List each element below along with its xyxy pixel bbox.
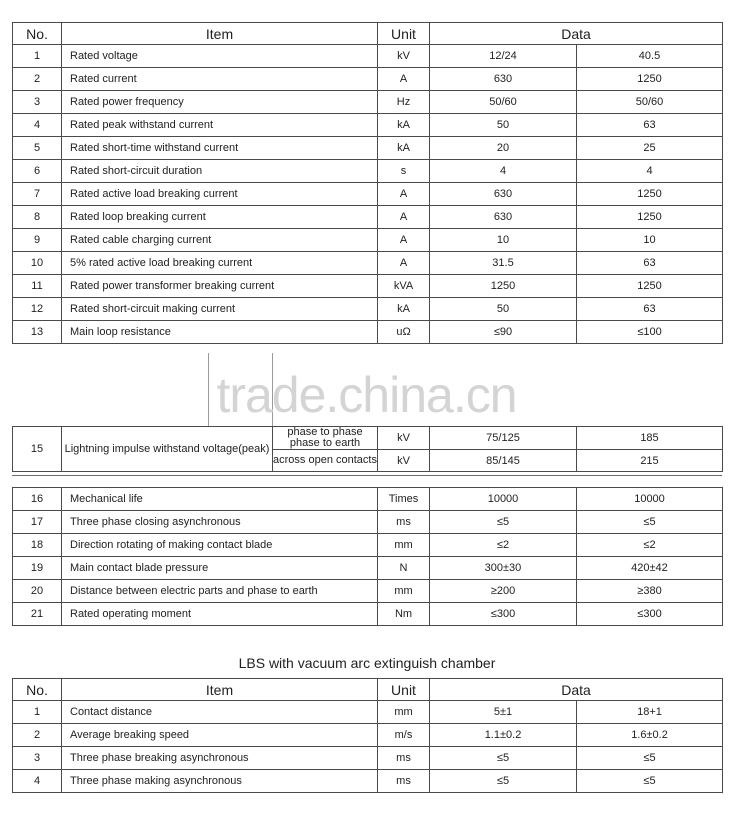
section-caption: LBS with vacuum arc extinguish chamber bbox=[238, 655, 496, 671]
cell-no: 4 bbox=[13, 114, 62, 137]
cell-no: 6 bbox=[13, 160, 62, 183]
spec-table-impulse bbox=[12, 426, 723, 472]
cell-unit: kA bbox=[378, 114, 430, 137]
cell-no: 3 bbox=[13, 91, 62, 114]
cell-data-2: 1.6±0.2 bbox=[577, 724, 723, 747]
cell-no: 19 bbox=[13, 557, 62, 580]
cell-data-1: 85/145 bbox=[430, 450, 577, 472]
cell-data-1: 10 bbox=[430, 229, 577, 252]
cell-data-2: 50/60 bbox=[577, 91, 723, 114]
cell-unit: A bbox=[378, 68, 430, 91]
cell-data-2: 1250 bbox=[577, 68, 723, 91]
cell-item: Mechanical life bbox=[62, 488, 378, 511]
cell-unit: ms bbox=[378, 511, 430, 534]
cell-data-1: 1.1±0.2 bbox=[430, 724, 577, 747]
cell-no: 18 bbox=[13, 534, 62, 557]
cell-unit: Times bbox=[378, 488, 430, 511]
cell-data-2: ≤2 bbox=[577, 534, 723, 557]
cell-data-2: 40.5 bbox=[577, 45, 723, 68]
cell-data-1: ≤2 bbox=[430, 534, 577, 557]
table-row bbox=[13, 68, 723, 91]
table-row bbox=[13, 137, 723, 160]
cell-unit: kA bbox=[378, 137, 430, 160]
table-row bbox=[13, 534, 723, 557]
cell-data-1: ≤5 bbox=[430, 511, 577, 534]
cell-data-1: ≤300 bbox=[430, 603, 577, 626]
cell-unit: A bbox=[378, 229, 430, 252]
header-item: Item bbox=[62, 23, 378, 45]
cell-data-2: ≤5 bbox=[577, 511, 723, 534]
cell-data-2: 185 bbox=[577, 427, 723, 450]
cell-no: 2 bbox=[13, 68, 62, 91]
table-row bbox=[13, 114, 723, 137]
cell-no: 4 bbox=[13, 770, 62, 793]
cell-item: Rated short-time withstand current bbox=[62, 137, 378, 160]
cell-unit: kA bbox=[378, 298, 430, 321]
table-row bbox=[13, 229, 723, 252]
cell-no: 7 bbox=[13, 183, 62, 206]
cell-data-1: 4 bbox=[430, 160, 577, 183]
cell-data-2: 63 bbox=[577, 114, 723, 137]
cell-item: Rated short-circuit duration bbox=[62, 160, 378, 183]
cell-no: 8 bbox=[13, 206, 62, 229]
cell-item: Rated active load breaking current bbox=[62, 183, 378, 206]
cell-unit: Hz bbox=[378, 91, 430, 114]
table-row bbox=[13, 252, 723, 275]
cell-data-1: ≤5 bbox=[430, 747, 577, 770]
cell-data-1: ≥200 bbox=[430, 580, 577, 603]
cell-data-2: ≤300 bbox=[577, 603, 723, 626]
cell-no: 3 bbox=[13, 747, 62, 770]
cell-item: Rated current bbox=[62, 68, 378, 91]
cell-item: Rated peak withstand current bbox=[62, 114, 378, 137]
cell-no: 1 bbox=[13, 45, 62, 68]
table-row bbox=[13, 321, 723, 344]
cell-no: 9 bbox=[13, 229, 62, 252]
divider bbox=[12, 475, 722, 476]
header-data: Data bbox=[430, 679, 723, 701]
cell-unit: mm bbox=[378, 580, 430, 603]
cell-item: Rated operating moment bbox=[62, 603, 378, 626]
cell-data-2: 63 bbox=[577, 252, 723, 275]
cell-data-2: 10000 bbox=[577, 488, 723, 511]
cell-item: Main loop resistance bbox=[62, 321, 378, 344]
cell-data-2: ≤5 bbox=[577, 770, 723, 793]
cell-data-1: 31.5 bbox=[430, 252, 577, 275]
table-row bbox=[13, 160, 723, 183]
cell-item: Contact distance bbox=[62, 701, 378, 724]
cell-data-1: ≤90 bbox=[430, 321, 577, 344]
cell-item: Rated power transformer breaking current bbox=[62, 275, 378, 298]
cell-data-2: ≤100 bbox=[577, 321, 723, 344]
spec-table-main bbox=[12, 22, 723, 344]
cell-unit: m/s bbox=[378, 724, 430, 747]
cell-item: Lightning impulse withstand voltage(peak) bbox=[62, 427, 273, 472]
table-header-row bbox=[13, 23, 723, 45]
cell-data-1: 630 bbox=[430, 206, 577, 229]
table-row bbox=[13, 724, 723, 747]
watermark: trade.china.cn bbox=[216, 367, 517, 423]
table-row bbox=[13, 747, 723, 770]
spec-table-vacuum bbox=[12, 678, 723, 793]
header-no: No. bbox=[13, 23, 62, 45]
cell-unit: kV bbox=[378, 427, 430, 450]
cell-data-2: 4 bbox=[577, 160, 723, 183]
table-row bbox=[13, 275, 723, 298]
table-row bbox=[13, 298, 723, 321]
cell-no: 15 bbox=[13, 427, 62, 472]
cell-data-1: 1250 bbox=[430, 275, 577, 298]
cell-data-2: 1250 bbox=[577, 206, 723, 229]
cell-no: 2 bbox=[13, 724, 62, 747]
cell-item: Three phase closing asynchronous bbox=[62, 511, 378, 534]
cell-data-1: 300±30 bbox=[430, 557, 577, 580]
cell-data-2: ≥380 bbox=[577, 580, 723, 603]
cell-unit: Nm bbox=[378, 603, 430, 626]
cell-data-2: 63 bbox=[577, 298, 723, 321]
cell-item: Three phase making asynchronous bbox=[62, 770, 378, 793]
header-unit: Unit bbox=[378, 679, 430, 701]
table-row bbox=[13, 701, 723, 724]
table-row bbox=[13, 603, 723, 626]
table-row bbox=[13, 511, 723, 534]
cell-item: Rated power frequency bbox=[62, 91, 378, 114]
cell-data-1: ≤5 bbox=[430, 770, 577, 793]
cell-no: 13 bbox=[13, 321, 62, 344]
cell-item: Rated cable charging current bbox=[62, 229, 378, 252]
cell-data-2: 420±42 bbox=[577, 557, 723, 580]
cell-data-1: 630 bbox=[430, 183, 577, 206]
cell-no: 17 bbox=[13, 511, 62, 534]
table-row bbox=[13, 183, 723, 206]
cell-item: Three phase breaking asynchronous bbox=[62, 747, 378, 770]
cell-unit: A bbox=[378, 252, 430, 275]
cell-unit: A bbox=[378, 206, 430, 229]
cell-data-2: ≤5 bbox=[577, 747, 723, 770]
cell-no: 10 bbox=[13, 252, 62, 275]
cell-no: 21 bbox=[13, 603, 62, 626]
cell-unit: ms bbox=[378, 770, 430, 793]
header-unit: Unit bbox=[378, 23, 430, 45]
table-row bbox=[13, 580, 723, 603]
cell-data-2: 18+1 bbox=[577, 701, 723, 724]
cell-data-2: 215 bbox=[577, 450, 723, 472]
header-no: No. bbox=[13, 679, 62, 701]
cell-item: Average breaking speed bbox=[62, 724, 378, 747]
cell-unit: kV bbox=[378, 450, 430, 472]
table-row bbox=[13, 45, 723, 68]
cell-no: 16 bbox=[13, 488, 62, 511]
cell-data-2: 1250 bbox=[577, 183, 723, 206]
cell-unit: N bbox=[378, 557, 430, 580]
cell-unit: kV bbox=[378, 45, 430, 68]
cell-data-2: 1250 bbox=[577, 275, 723, 298]
cell-unit: kVA bbox=[378, 275, 430, 298]
cell-data-1: 50 bbox=[430, 114, 577, 137]
table-row bbox=[13, 91, 723, 114]
cell-no: 1 bbox=[13, 701, 62, 724]
cell-no: 20 bbox=[13, 580, 62, 603]
cell-data-1: 50 bbox=[430, 298, 577, 321]
cell-item: Distance between electric parts and phase to earth bbox=[62, 580, 378, 603]
cell-item: Direction rotating of making contact blade bbox=[62, 534, 378, 557]
table-row bbox=[13, 488, 723, 511]
table-row bbox=[13, 206, 723, 229]
cell-item: 5% rated active load breaking current bbox=[62, 252, 378, 275]
spec-table-mechanical bbox=[12, 487, 723, 626]
cell-unit: A bbox=[378, 183, 430, 206]
cell-data-2: 10 bbox=[577, 229, 723, 252]
cell-item: Rated loop breaking current bbox=[62, 206, 378, 229]
table-row bbox=[13, 770, 723, 793]
cell-subitem: across open contacts bbox=[273, 450, 378, 472]
cell-unit: s bbox=[378, 160, 430, 183]
table-row bbox=[13, 557, 723, 580]
cell-unit: mm bbox=[378, 534, 430, 557]
cell-unit: ms bbox=[378, 747, 430, 770]
table-row bbox=[13, 427, 723, 450]
table-header-row bbox=[13, 679, 723, 701]
cell-data-1: 5±1 bbox=[430, 701, 577, 724]
cell-unit: mm bbox=[378, 701, 430, 724]
header-item: Item bbox=[62, 679, 378, 701]
cell-item: Rated short-circuit making current bbox=[62, 298, 378, 321]
cell-item: Main contact blade pressure bbox=[62, 557, 378, 580]
header-data: Data bbox=[430, 23, 723, 45]
cell-data-1: 630 bbox=[430, 68, 577, 91]
cell-data-2: 25 bbox=[577, 137, 723, 160]
cell-data-1: 10000 bbox=[430, 488, 577, 511]
cell-no: 12 bbox=[13, 298, 62, 321]
cell-data-1: 75/125 bbox=[430, 427, 577, 450]
cell-data-1: 12/24 bbox=[430, 45, 577, 68]
cell-no: 11 bbox=[13, 275, 62, 298]
cell-data-1: 50/60 bbox=[430, 91, 577, 114]
cell-no: 5 bbox=[13, 137, 62, 160]
cell-subitem: phase to phase phase to earth bbox=[273, 427, 378, 450]
cell-item: Rated voltage bbox=[62, 45, 378, 68]
cell-unit: uΩ bbox=[378, 321, 430, 344]
cell-data-1: 20 bbox=[430, 137, 577, 160]
